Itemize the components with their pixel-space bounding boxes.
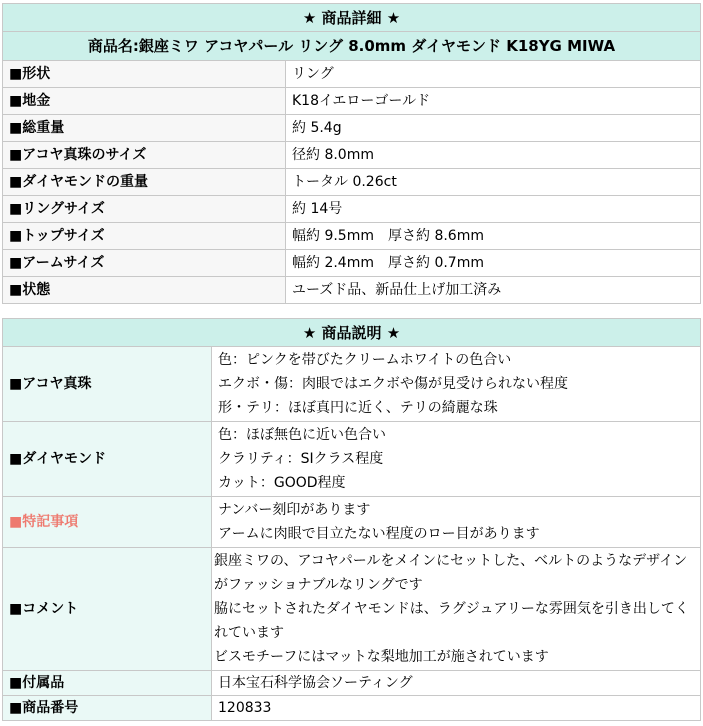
akoya-line-color: 色：ピンクを帯びたクリームホワイトの色合い (218, 352, 512, 368)
description-header: ★ 商品説明 ★ (3, 319, 701, 347)
row-label-ring-size: ■リングサイズ (3, 196, 286, 223)
row-value-ring-size: 約 14号 (286, 196, 701, 223)
notes-label: ■特記事項 (3, 497, 212, 548)
comment-label: ■コメント (3, 548, 212, 671)
diamond-label: ■ダイヤモンド (3, 422, 212, 497)
product-detail-table (2, 3, 701, 304)
row-label-weight: ■総重量 (3, 115, 286, 142)
notes-line-1: ナンバー刻印があります (218, 502, 371, 518)
row-value-shape: リング (286, 61, 701, 88)
akoya-details (212, 347, 701, 422)
notes-line-2: アームに肉眼で目立たない程度のロー目があります (218, 526, 540, 542)
accessories-value: 日本宝石科学協会ソーティング (212, 671, 701, 696)
row-label-metal: ■地金 (3, 88, 286, 115)
product-number-label: ■商品番号 (3, 696, 212, 721)
product-name: 商品名:銀座ミワ アコヤパール リング 8.0mm ダイヤモンド K18YG MIWA (3, 32, 701, 61)
comment-line-5: ビスモチーフにはマットな梨地加工が施されています (214, 649, 549, 665)
akoya-line-shape: 形・テリ：ほぼ真円に近く、テリの綺麗な珠 (218, 400, 498, 416)
comment-line-2: がファッショナブルなリングです (214, 577, 423, 593)
row-label-shape: ■形状 (3, 61, 286, 88)
diamond-line-clarity: クラリティ：SIクラス程度 (218, 451, 384, 467)
row-value-top-size: 幅約 9.5mm 厚さ約 8.6mm (286, 223, 701, 250)
detail-header: ★ 商品詳細 ★ (3, 4, 701, 32)
row-value-diamond-weight: トータル 0.26ct (286, 169, 701, 196)
comment-line-4: れています (214, 625, 284, 641)
row-value-condition: ユーズド品、新品仕上げ加工済み (286, 277, 701, 304)
row-label-condition: ■状態 (3, 277, 286, 304)
akoya-label: ■アコヤ真珠 (3, 347, 212, 422)
accessories-label: ■付属品 (3, 671, 212, 696)
row-value-metal: K18イエローゴールド (286, 88, 701, 115)
row-label-arm-size: ■アームサイズ (3, 250, 286, 277)
row-label-top-size: ■トップサイズ (3, 223, 286, 250)
diamond-details (212, 422, 701, 497)
product-number-value: 120833 (212, 696, 701, 721)
row-value-pearl-size: 径約 8.0mm (286, 142, 701, 169)
comment-line-1: 銀座ミワの、アコヤパールをメインにセットした、ベルトのようなデザイン (214, 553, 688, 569)
row-value-weight: 約 5.4g (286, 115, 701, 142)
row-value-arm-size: 幅約 2.4mm 厚さ約 0.7mm (286, 250, 701, 277)
diamond-line-cut: カット：GOOD程度 (218, 475, 346, 491)
akoya-line-blemish: エクボ・傷：肉眼ではエクボや傷が見受けられない程度 (218, 376, 568, 392)
row-label-diamond-weight: ■ダイヤモンドの重量 (3, 169, 286, 196)
comment-details (212, 548, 701, 671)
diamond-line-color: 色：ほぼ無色に近い色合い (218, 427, 386, 443)
product-description-table (2, 318, 701, 721)
row-label-pearl-size: ■アコヤ真珠のサイズ (3, 142, 286, 169)
comment-line-3: 脇にセットされたダイヤモンドは、ラグジュアリーな雰囲気を引き出してく (214, 601, 689, 617)
notes-details (212, 497, 701, 548)
